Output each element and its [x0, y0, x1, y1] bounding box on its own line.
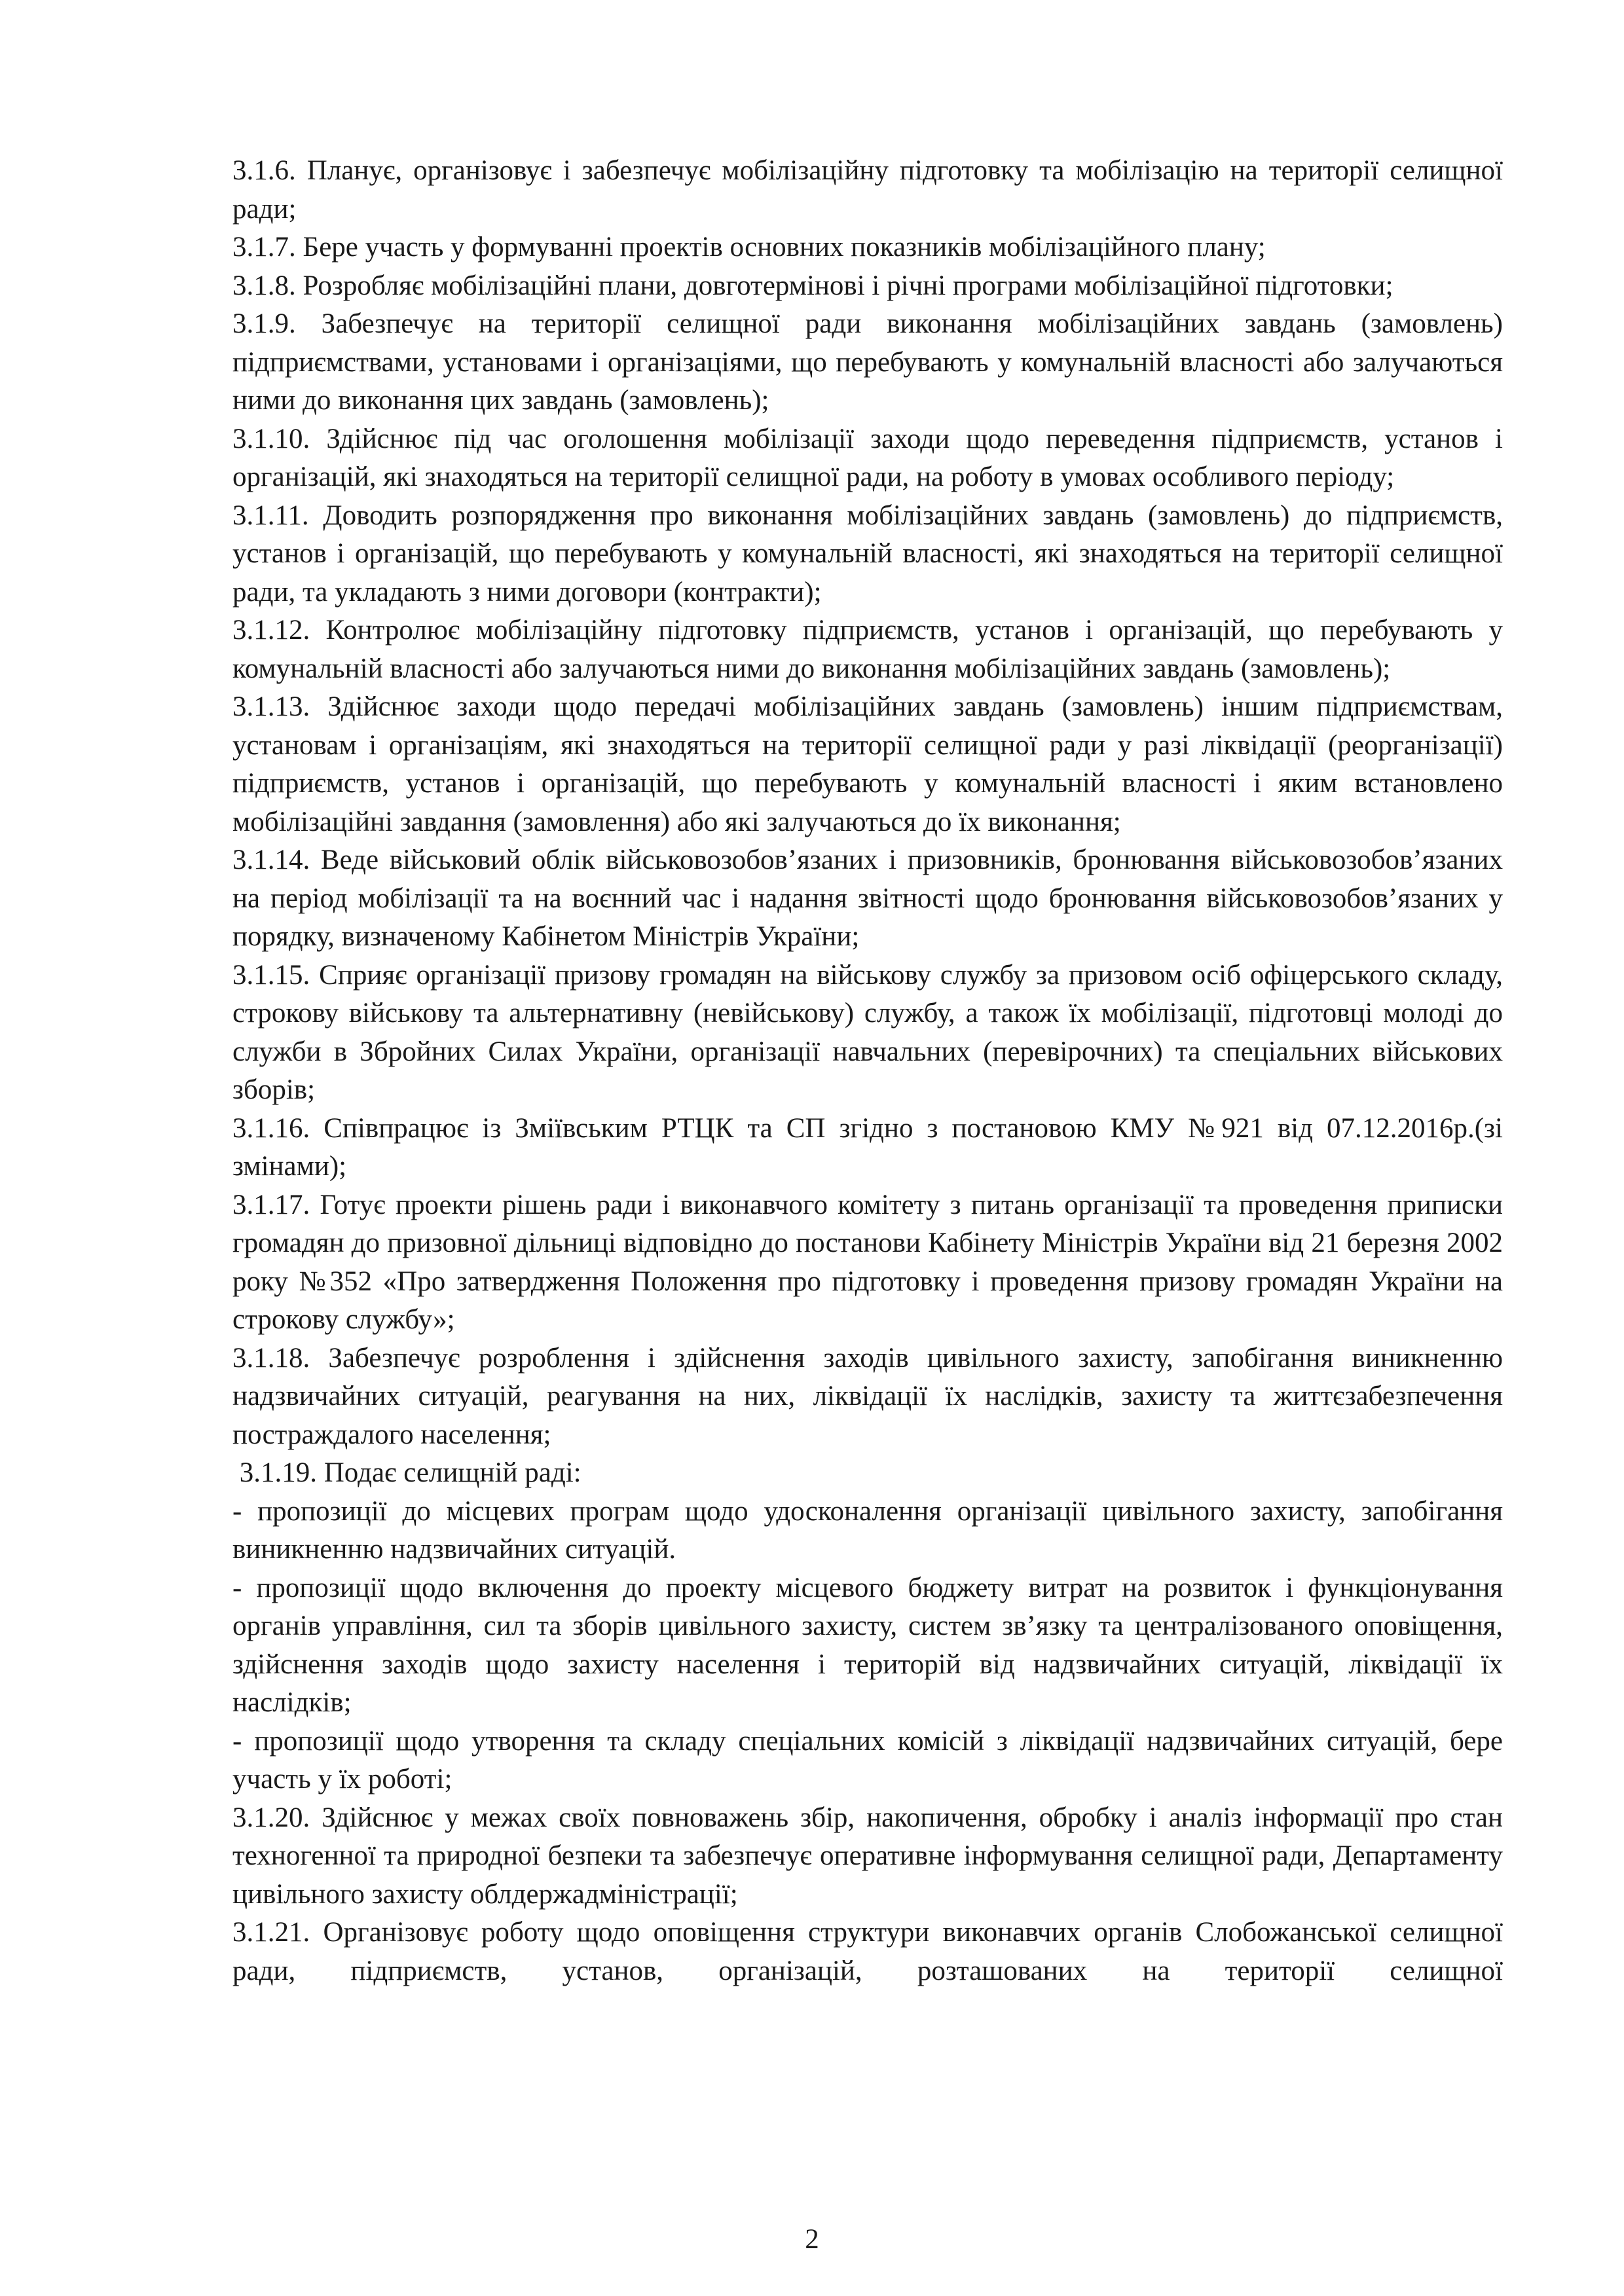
- paragraph-3-1-9: 3.1.9. Забезпечує на території селищної ради виконання мобілізаційних завдань (замовлень) підприємствами, установами і організаціями, що перебувають у комунальній власності або залучаються ними до виконання цих завдань (замовлень);: [232, 308, 1503, 416]
- paragraph-3-1-7: 3.1.7. Бере участь у формуванні проектів основних показників мобілізаційного плану;: [232, 232, 1266, 263]
- paragraph-3-1-12: 3.1.12. Контролює мобілізаційну підготовку підприємств, установ і організацій, що перебувають у комунальній власності або залучаються ними до виконання мобілізаційних завдань (замовлень);: [232, 615, 1503, 684]
- list-item-local-budget: - пропозиції щодо включення до проекту місцевого бюджету витрат на розвиток і функціонування органів управління, сил та зборів цивільного захисту, систем зв’язку та централізованого оповіщення, здійснення заходів щодо захисту населення і територій від надзвичайних ситуацій, ліквідації їх наслідків;: [232, 1572, 1503, 1718]
- paragraph-3-1-19: 3.1.19. Подає селищній раді:: [232, 1457, 581, 1488]
- list-item-special-commissions: - пропозиції щодо утворення та складу спеціальних комісій з ліквідації надзвичайних ситуацій, бере участь у їх роботі;: [232, 1725, 1503, 1795]
- paragraph-3-1-6: 3.1.6. Планує, організовує і забезпечує мобілізаційну підготовку та мобілізацію на території селищної ради;: [232, 155, 1503, 225]
- paragraph-3-1-18: 3.1.18. Забезпечує розроблення і здійснення заходів цивільного захисту, запобігання виникненню надзвичайних ситуацій, реагування на них, ліквідації їх наслідків, захисту та життєзабезпечення постраждалого населення;: [232, 1342, 1503, 1450]
- paragraph-3-1-17: 3.1.17. Готує проекти рішень ради і виконавчого комітету з питань організації та проведення приписки громадян до призовної дільниці відповідно до постанови Кабінету Міністрів України від 21 березня 2002 року №352 «Про затвердження Положення про підготовку і проведення призову громадян України на строкову службу»;: [232, 1189, 1503, 1335]
- paragraph-3-1-8: 3.1.8. Розробляє мобілізаційні плани, довготермінові і річні програми мобілізаційної підготовки;: [232, 270, 1393, 301]
- paragraph-3-1-14: 3.1.14. Веде військовий облік військовозобов’язаних і призовників, бронювання військовозобов’язаних на період мобілізації та на воєнний час і надання звітності щодо бронювання військовозобов’язаних у порядку, визначеному Кабінетом Міністрів України;: [232, 845, 1503, 952]
- list-item-local-programs: - пропозиції до місцевих програм щодо удосконалення організації цивільного захисту, запобігання виникненню надзвичайних ситуацій.: [232, 1495, 1503, 1565]
- page-number: 2: [805, 2224, 819, 2255]
- paragraph-3-1-13: 3.1.13. Здійснює заходи щодо передачі мобілізаційних завдань (замовлень) іншим підприємствам, установам і організаціям, які знаходяться на території селищної ради у разі ліквідації (реорганізації) підприємств, установ і організацій, що перебувають у комунальній власності і яким встановлено мобілізаційні завдання (замовлення) або які залучаються до їх виконання;: [232, 691, 1503, 837]
- paragraph-3-1-16: 3.1.16. Співпрацює із Зміївським РТЦК та СП згідно з постановою КМУ №921 від 07.12.2016р.(зі змінами);: [232, 1112, 1503, 1182]
- paragraph-3-1-20: 3.1.20. Здійснює у межах своїх повноважень збір, накопичення, обробку і аналіз інформації про стан техногенної та природної безпеки та забезпечує оперативне інформування селищної ради, Департаменту цивільного захисту облдержадміністрації;: [232, 1802, 1503, 1910]
- paragraph-3-1-15: 3.1.15. Сприяє організації призову громадян на військову службу за призовом осіб офіцерського складу, строкову військову та альтернативну (невійськову) службу, а також їх мобілізації, підготовці молоді до служби в Збройних Силах України, організації навчальних (перевірочних) та спеціальних військових зборів;: [232, 959, 1503, 1105]
- document-body: [232, 152, 1503, 1990]
- paragraph-3-1-11: 3.1.11. Доводить розпорядження про виконання мобілізаційних завдань (замовлень) до підприємств, установ і організацій, що перебувають у комунальній власності, які знаходяться на території селищної ради, та укладають з ними договори (контракти);: [232, 500, 1503, 608]
- paragraph-3-1-10: 3.1.10. Здійснює під час оголошення мобілізації заходи щодо переведення підприємств, установ і організацій, які знаходяться на території селищної ради, на роботу в умовах особливого періоду;: [232, 423, 1503, 492]
- paragraph-3-1-21: 3.1.21. Організовує роботу щодо оповіщення структури виконавчих органів Слобожанської селищної ради, підприємств, установ, організацій, розташованих на території селищної: [232, 1917, 1503, 1986]
